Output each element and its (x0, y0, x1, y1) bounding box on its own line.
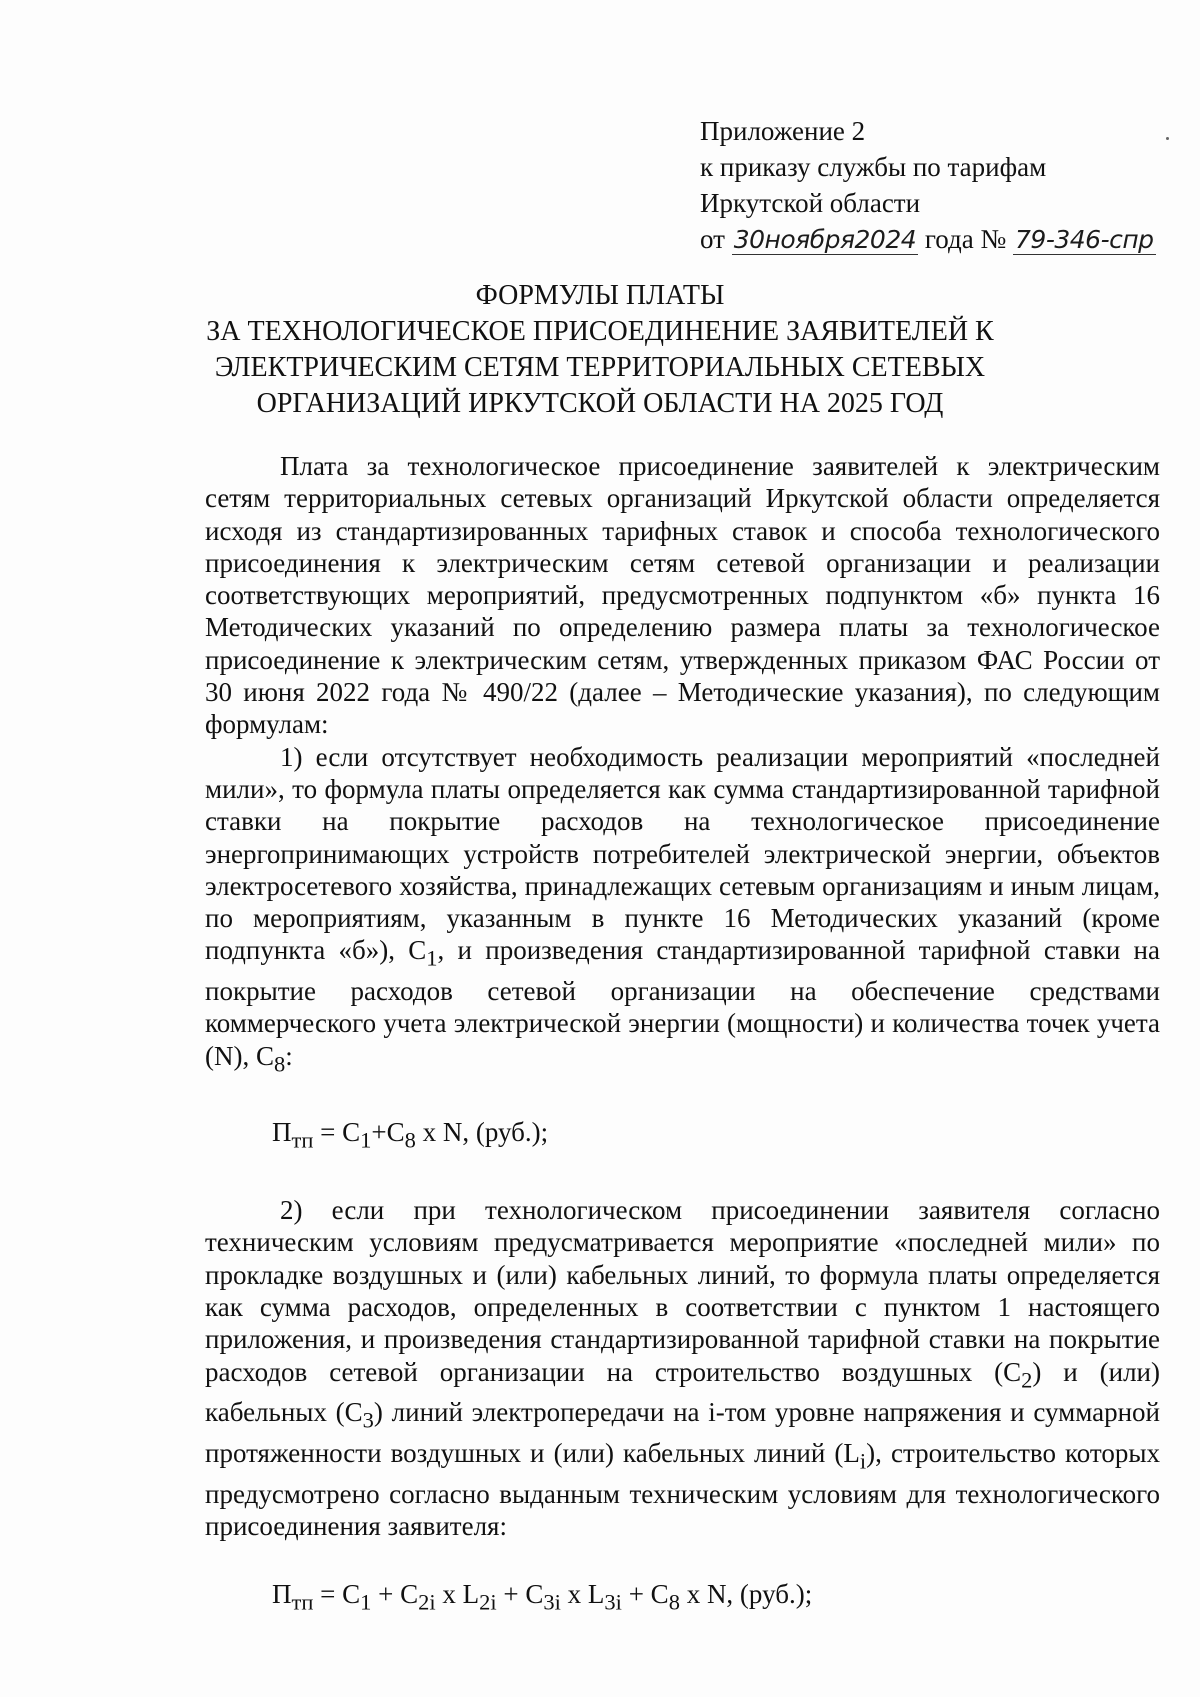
formula-2-t7: x N, (руб.); (679, 1579, 813, 1610)
item-2-text-c: ) линий электропередачи на i-том уровне напряжения и суммарной протяженности воздушных и (или) кабельных линий (L (205, 1397, 1160, 1468)
item-2-sub-i: i (859, 1448, 867, 1474)
item-1-paragraph (205, 741, 1160, 1081)
document-body (205, 450, 1160, 1656)
annex-year-word: года № (924, 224, 1007, 254)
formula-2-t5: x L (560, 1579, 605, 1610)
item-2-text-b: ) и (или) кабельных (С (205, 1356, 1160, 1428)
item-2-sub-2: 2 (1021, 1366, 1033, 1392)
formula-2-p: П (272, 1579, 292, 1610)
title-line-4: ОРГАНИЗАЦИЙ ИРКУТСКОЙ ОБЛАСТИ НА 2025 ГОД (256, 388, 944, 419)
title-line-1: ФОРМУЛЫ ПЛАТЫ (475, 280, 725, 311)
annex-line-4 (700, 221, 1156, 258)
formula-1-rest: x N, (руб.); (415, 1117, 549, 1148)
item-1-end: : (285, 1040, 293, 1071)
handwritten-order-number: 79-346-спр (1015, 225, 1154, 254)
annex-line-1: Приложение 2 (700, 116, 866, 146)
annex-line-3: Иркутской области (700, 188, 921, 218)
formula-1 (272, 1116, 1160, 1157)
annex-line-2: к приказу службы по тарифам (700, 152, 1047, 182)
formula-1-s8: 8 (404, 1127, 416, 1153)
formula-2-s2i-b: 2i (479, 1589, 497, 1615)
item-1-sub-1: 1 (426, 945, 438, 971)
formula-2-s3i: 3i (543, 1589, 561, 1615)
title-line-2: ЗА ТЕХНОЛОГИЧЕСКОЕ ПРИСОЕДИНЕНИЕ ЗАЯВИТЕЛЕЙ К (206, 316, 994, 347)
document-title (140, 278, 1060, 422)
formula-1-p: П (272, 1117, 292, 1148)
formula-2-s3i-b: 3i (604, 1589, 622, 1615)
formula-2-t3: x L (435, 1579, 480, 1610)
item-2-text-d: ), строительство которых предусмотрено согласно выданным техническим условиям для технологического присоединения заявителя: (205, 1437, 1160, 1541)
formula-2-t4: + С (496, 1579, 544, 1610)
intro-paragraph: Плата за технологическое присоединение заявителей к электрическим сетям территориальных сетевых организаций Иркутской области определяется исходя из стандартизированных тарифных ставок и способа технологического присоединения к электрическим сетям сетевой организации и реализации соответствующих мероприятий, предусмотренных подпунктом «б» пункта 16 Методических указаний по определению размера платы за технологическое присоединение к электрическим сетям, утвержденных приказом ФАС России от 30 июня 2022 года № 490/22 (далее – Методические указания), по следующим формулам: (205, 451, 1160, 740)
formula-2-s8: 8 (668, 1589, 680, 1615)
item-1-sub-8: 8 (274, 1051, 286, 1077)
annex-header (700, 113, 1156, 258)
formula-2-p-sub: тп (291, 1589, 314, 1615)
item-2-text-a: 2) если при технологическом присоединении заявителя согласно техническим условиям предусматривается мероприятие «последней мили» по прокладке воздушных и (или) кабельных линий, то формула платы определяется как сумма расходов, определенных в соответствии с пунктом 1 настоящего приложения, и произведения стандартизированной тарифной ставки на покрытие расходов сетевой организации на строительство воздушных (С (205, 1195, 1160, 1387)
formula-2-t1: = С (313, 1579, 361, 1610)
annex-from: от (700, 224, 725, 254)
item-1-text: 1) если отсутствует необходимость реализации мероприятий «последней мили», то формула платы определяется как сумма стандартизированной тарифной ставки на покрытие расходов на технологическое присоединение энергопринимающих устройств потребителей электрической энергии, объектов электросетевого хозяйства, принадлежащих сетевым организациям и иным лицам, по мероприятиям, указанным в пункте 16 Методических указаний (кроме подпункта «б»), С (205, 741, 1160, 966)
formula-1-plus: +С (371, 1117, 405, 1148)
formula-2-t2: + С (371, 1579, 419, 1610)
formula-1-p-sub: тп (291, 1127, 314, 1153)
formula-1-s1: 1 (360, 1127, 372, 1153)
formula-2 (272, 1578, 1160, 1619)
handwritten-date: 30ноября2024 (733, 225, 917, 254)
formula-2-s1: 1 (360, 1589, 372, 1615)
title-line-3: ЭЛЕКТРИЧЕСКИМ СЕТЯМ ТЕРРИТОРИАЛЬНЫХ СЕТЕВЫХ (214, 352, 986, 383)
item-2-paragraph (205, 1194, 1160, 1542)
item-2-sub-3: 3 (362, 1407, 374, 1433)
formula-2-t6: + С (621, 1579, 669, 1610)
formula-2-s2i: 2i (418, 1589, 436, 1615)
formula-1-eq: = С (313, 1117, 361, 1148)
scan-speck (1166, 137, 1169, 140)
item-1-mid: , и произведения стандартизированной тарифной ставки на покрытие расходов сетевой организации на обеспечение средствами коммерческого учета электрической энергии (мощности) и количества точек учета (N), С (205, 935, 1160, 1071)
